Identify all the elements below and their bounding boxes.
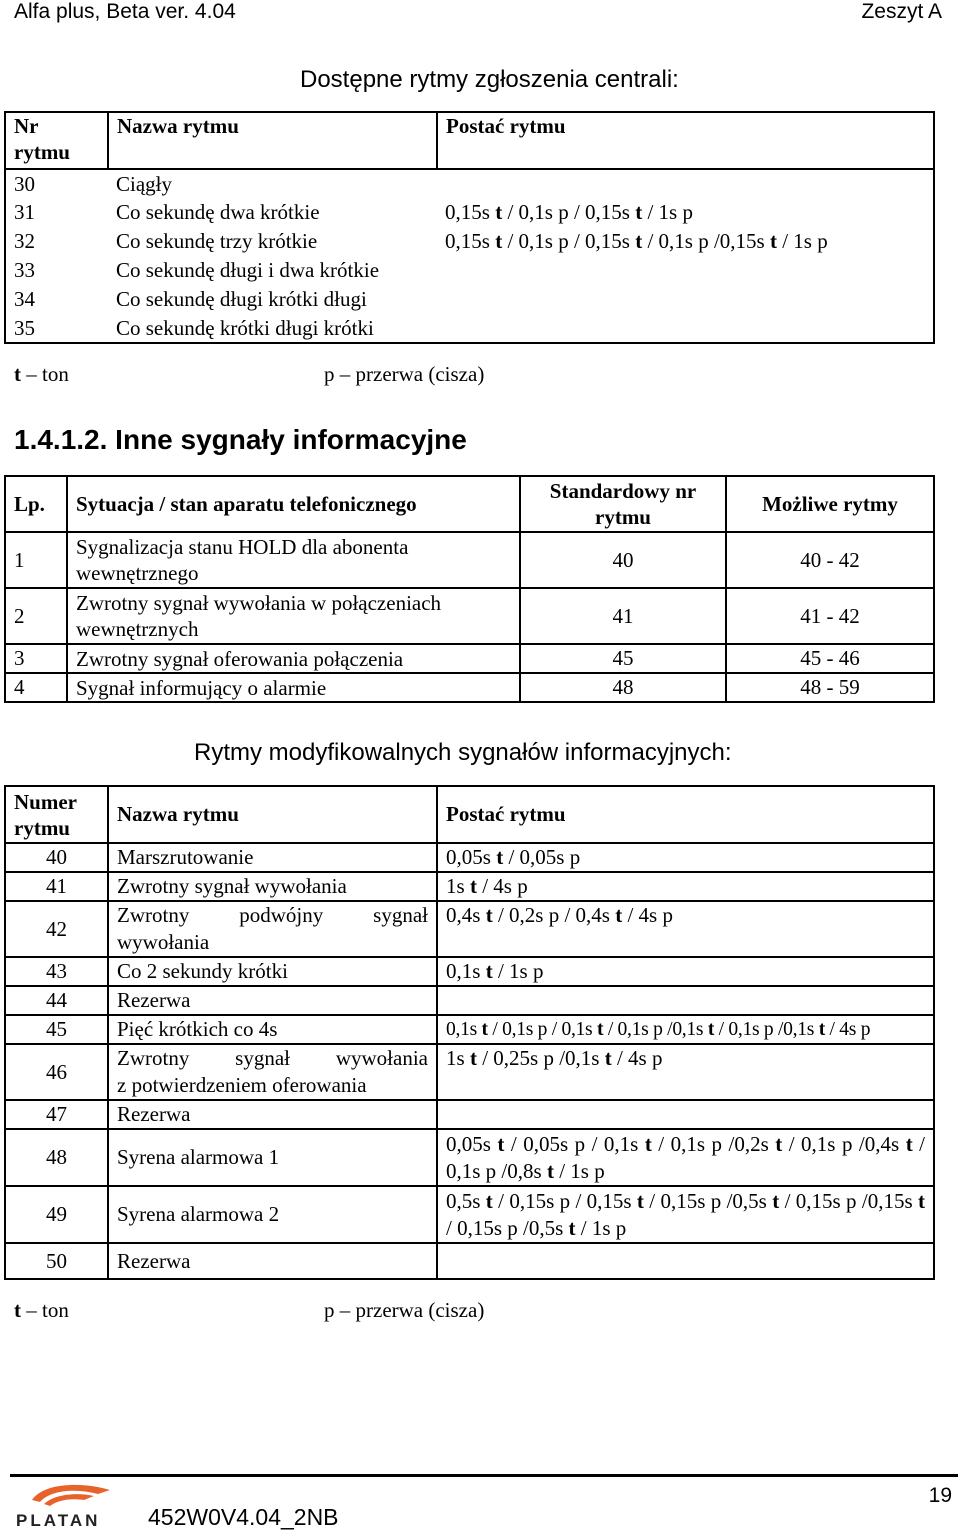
cell-number: 47 [5, 1100, 108, 1129]
cell-form: 0,05s t / 0,05s p / 0,1s t / 0,1s p /0,2s t / 0,1s p /0,4s t / 0,1s p /0,8s t / 1s p [437, 1129, 934, 1186]
table-row [5, 986, 934, 1015]
table-row [5, 1129, 934, 1186]
cell-lp: 4 [5, 673, 67, 702]
cell-nr: 30 [5, 169, 108, 198]
cell-name: Rezerwa [108, 1100, 437, 1129]
table-row [5, 1015, 934, 1044]
cell-form: 1s t / 0,25s p /0,1s t / 4s p [437, 1044, 934, 1100]
cell-nr: 33 [5, 256, 108, 285]
legend-ton [14, 362, 69, 387]
legend-t-text: – ton [21, 1298, 69, 1322]
legend-t-key: t [14, 362, 21, 386]
col-header-std: Standardowy nr rytmu [520, 476, 726, 532]
table-modifiable-rhythms [4, 785, 935, 1280]
table-row [5, 673, 934, 702]
table-row [5, 198, 934, 227]
cell-name: Co sekundę długi i dwa krótkie [116, 258, 380, 282]
cell-name: Zwrotny sygnał wywołania z potwierdzeniem oferowania [108, 1044, 437, 1100]
table-row [5, 227, 934, 256]
cell-number: 42 [5, 901, 108, 957]
cell-form: 0,15s t / 0,1s p / 0,15s t / 1s p [437, 198, 934, 227]
cell-form: 0,05s t / 0,05s p [437, 843, 934, 872]
table-row [5, 1100, 934, 1129]
table-row [5, 901, 934, 957]
legend-ton [14, 1298, 69, 1323]
cell-nr: 32 [5, 227, 108, 256]
cell-name: Ciągły [108, 169, 437, 198]
cell-form [437, 986, 934, 1015]
cell-form [437, 314, 934, 343]
cell-number: 43 [5, 957, 108, 986]
cell-name: Pięć krótkich co 4s [108, 1015, 437, 1044]
cell-name: Co sekundę krótki długi krótki [108, 314, 437, 343]
cell-name: Zwrotny podwójny sygnał wywołania [108, 901, 437, 957]
table-row [5, 532, 934, 588]
cell-name: Marszrutowanie [108, 843, 437, 872]
cell-number: 49 [5, 1186, 108, 1243]
table-row [5, 169, 934, 198]
cell-situation: Sygnał informujący o alarmie [67, 673, 520, 702]
cell-name: Syrena alarmowa 2 [108, 1186, 437, 1243]
cell-number: 40 [5, 843, 108, 872]
table3-caption: Rytmy modyfikowalnych sygnałów informacyjnych: [194, 739, 732, 766]
table-row [5, 256, 934, 285]
platan-logo [14, 1480, 132, 1528]
cell-number: 45 [5, 1015, 108, 1044]
cell-form: 0,1s t / 1s p [437, 957, 934, 986]
cell-possible: 45 - 46 [726, 644, 934, 673]
cell-name: Co sekundę trzy krótkie [116, 229, 318, 253]
footer-divider [10, 1474, 958, 1477]
cell-number: 46 [5, 1044, 108, 1100]
header-volume: Zeszyt A [861, 0, 942, 23]
cell-number: 50 [5, 1243, 108, 1279]
header-document-title: Alfa plus, Beta ver. 4.04 [14, 0, 236, 23]
cell-name: Zwrotny sygnał wywołania [108, 872, 437, 901]
cell-form: 0,1s t / 0,1s p / 0,1s t / 0,1s p /0,1s t / 0,1s p /0,1s t / 4s p [437, 1015, 934, 1044]
cell-form [437, 1100, 934, 1129]
svg-text:PLATAN: PLATAN [16, 1511, 101, 1528]
table-row [5, 644, 934, 673]
cell-name: Co 2 sekundy krótki [108, 957, 437, 986]
legend-t-key: t [14, 1298, 21, 1322]
cell-form [437, 256, 934, 285]
cell-lp: 2 [5, 588, 67, 644]
table-call-rhythms [4, 111, 935, 344]
table-row [5, 843, 934, 872]
cell-number: 41 [5, 872, 108, 901]
cell-name: Rezerwa [108, 1243, 437, 1279]
cell-std: 41 [520, 588, 726, 644]
table1-caption: Dostępne rytmy zgłoszenia centrali: [300, 66, 679, 93]
cell-situation: Zwrotny sygnał oferowania połączenia [67, 644, 520, 673]
cell-name: Rezerwa [108, 986, 437, 1015]
cell-possible: 40 - 42 [726, 532, 934, 588]
table-row [5, 1044, 934, 1100]
table-row [5, 957, 934, 986]
col-header-possible: Możliwe rytmy [726, 476, 934, 532]
table-row [5, 314, 934, 343]
table-info-signals [4, 475, 935, 703]
cell-situation: Zwrotny sygnał wywołania w połączeniach wewnętrznych [67, 588, 520, 644]
cell-lp: 3 [5, 644, 67, 673]
cell-form: 0,15s t / 0,1s p / 0,15s t / 0,1s p /0,15s t / 1s p [437, 227, 934, 256]
cell-form: 0,4s t / 0,2s p / 0,4s t / 4s p [437, 901, 934, 957]
table-row [5, 588, 934, 644]
table-row [5, 1186, 934, 1243]
cell-name: Syrena alarmowa 1 [108, 1129, 437, 1186]
col-header-number: Numer rytmu [5, 786, 108, 843]
table-row [5, 1243, 934, 1279]
cell-nr: 35 [5, 314, 108, 343]
cell-number: 44 [5, 986, 108, 1015]
cell-std: 48 [520, 673, 726, 702]
cell-number: 48 [5, 1129, 108, 1186]
document-code: 452W0V4.04_2NB [148, 1504, 339, 1530]
cell-nr: 34 [5, 285, 108, 314]
legend-pause: p – przerwa (cisza) [324, 1298, 485, 1322]
col-header-form: Postać rytmu [437, 786, 934, 843]
col-header-nr: Nr rytmu [5, 112, 108, 169]
table-row [5, 872, 934, 901]
cell-form [437, 285, 934, 314]
cell-std: 45 [520, 644, 726, 673]
cell-lp: 1 [5, 532, 67, 588]
legend-t-text: – ton [21, 362, 69, 386]
cell-situation: Sygnalizacja stanu HOLD dla abonenta wewnętrznego [67, 532, 520, 588]
cell-possible: 41 - 42 [726, 588, 934, 644]
table-row [5, 285, 934, 314]
legend-pause: p – przerwa (cisza) [324, 362, 485, 386]
section-title: 1.4.1.2. Inne sygnały informacyjne [14, 424, 467, 455]
col-header-name: Nazwa rytmu [108, 112, 437, 169]
col-header-situation: Sytuacja / stan aparatu telefonicznego [67, 476, 520, 532]
cell-form: 0,5s t / 0,15s p / 0,15s t / 0,15s p /0,5s t / 0,15s p /0,15s t / 0,15s p /0,5s t / 1s p [437, 1186, 934, 1243]
cell-form [437, 1243, 934, 1279]
cell-name: Co sekundę dwa krótkie [116, 200, 320, 224]
page-number: 19 [928, 1484, 952, 1507]
cell-form [437, 169, 934, 198]
cell-name: Co sekundę długi krótki długi [116, 287, 367, 311]
col-header-name: Nazwa rytmu [108, 786, 437, 843]
col-header-form: Postać rytmu [437, 112, 934, 169]
cell-std: 40 [520, 532, 726, 588]
cell-form: 1s t / 4s p [437, 872, 934, 901]
col-header-lp: Lp. [5, 476, 67, 532]
cell-possible: 48 - 59 [726, 673, 934, 702]
cell-nr: 31 [5, 198, 108, 227]
